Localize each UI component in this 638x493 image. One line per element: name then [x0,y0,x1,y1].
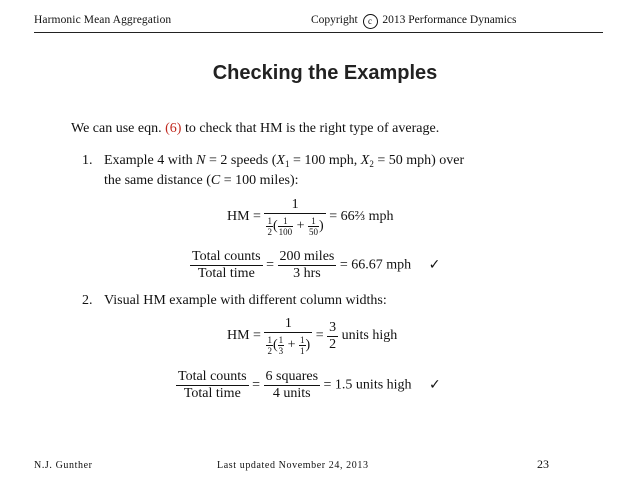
item-1-number: 1. [82,153,93,168]
item-1-eq1-denominator: $\frac{1}{2}$ ( $\frac{1}{100}$ + $\frac{1}{50}$ ) [264,213,325,237]
header-copyright [311,14,517,29]
fraction-1-over-100: $\frac{1}{100}$ [278,216,293,237]
item-2-eq1-lhs: HM = [227,328,261,344]
item-1-eq2-fraction-left [190,249,263,282]
item-2-eq1-numerator: 1 [284,316,292,331]
item-2-eq1-equals: = [315,328,324,344]
half-fraction: $\frac{1}{2}$ [267,216,272,237]
item-2-eq1-fraction [264,316,312,356]
item-1-eq1-numerator: 1 [291,197,299,212]
item-2-eq2-result: = 1.5 units high [323,377,412,393]
item-2-eq1-den2: 2 [329,336,337,352]
item-1-line1 [104,153,464,169]
item-1-eq2-den2: 3 hrs [278,265,337,282]
fraction-1-over-3: $\frac{1}{3}$ [278,335,284,356]
item-2-eq1-denominator: $\frac{1}{2}$ ( $\frac{1}{3}$ + $\frac{1}{1}$ ) [264,332,312,356]
item-2-eq2-den2: 4 units [264,385,321,402]
page-number: 23 [537,457,549,471]
checkmark-icon: ✓ [428,256,441,273]
item-2-eq2 [176,369,441,402]
item-1-eq1-result: = 66⅔ mph [329,209,394,225]
copyright-suffix: 2013 Performance Dynamics [382,14,517,26]
item-1-eq2 [190,249,440,282]
copyright-icon: c [363,14,378,29]
item-2-eq1-fraction-3-over-2 [327,320,338,353]
item-1-line2: the same distance (C = 100 miles): [104,173,299,188]
item-2-eq1-num2: 3 [329,319,337,335]
fraction-1-over-50: $\frac{1}{50}$ [309,216,319,237]
item-2-eq2-den1: Total time [176,385,249,402]
item-1-eq2-equals: = [266,257,275,273]
copyright-prefix: Copyright [311,14,358,26]
item-1-eq2-fraction-right [278,249,337,282]
item-1-eq2-num1: Total counts [192,249,261,264]
item-2-eq2-fraction-right [264,369,321,402]
item-2-eq2-num2: 6 squares [265,369,319,384]
item-1-eq1-lhs: HM = [227,209,261,225]
item-1-eq2-num2: 200 miles [279,249,335,264]
item-2-eq1 [227,316,397,356]
half-fraction: $\frac{1}{2}$ [267,335,272,356]
fraction-1-over-1: $\frac{1}{1}$ [300,335,305,356]
item-1-eq2-den1: Total time [190,265,263,282]
checkmark-icon: ✓ [429,376,441,393]
item-1-line1-text: Example 4 with N = 2 speeds ($X_1 = 100$ mph, $X_2 = 50$ mph) over [104,153,465,169]
equation-reference-link[interactable]: (6) [165,121,182,136]
item-2-eq1-result: units high [341,328,398,344]
header-title: Harmonic Mean Aggregation [34,14,172,26]
item-1-eq1 [227,197,394,237]
footer-author: N.J. Gunther [34,460,93,471]
intro-after: to check that HM is the right type of average. [181,121,440,136]
item-1-eq1-fraction [264,197,325,237]
item-2-eq2-equals: = [252,377,261,393]
intro-before: We can use eqn. [71,121,166,136]
footer-updated: Last updated November 24, 2013 [217,460,369,471]
intro-text [71,121,439,137]
slide-title: Checking the Examples [212,62,438,84]
item-1-eq2-result: = 66.67 mph [339,257,412,273]
item-2-line1: Visual HM example with different column widths: [104,293,387,308]
header-rule [34,32,603,33]
item-2-eq2-fraction-left [176,369,249,402]
item-2-number: 2. [82,293,93,308]
item-2-eq2-num1: Total counts [178,369,247,384]
